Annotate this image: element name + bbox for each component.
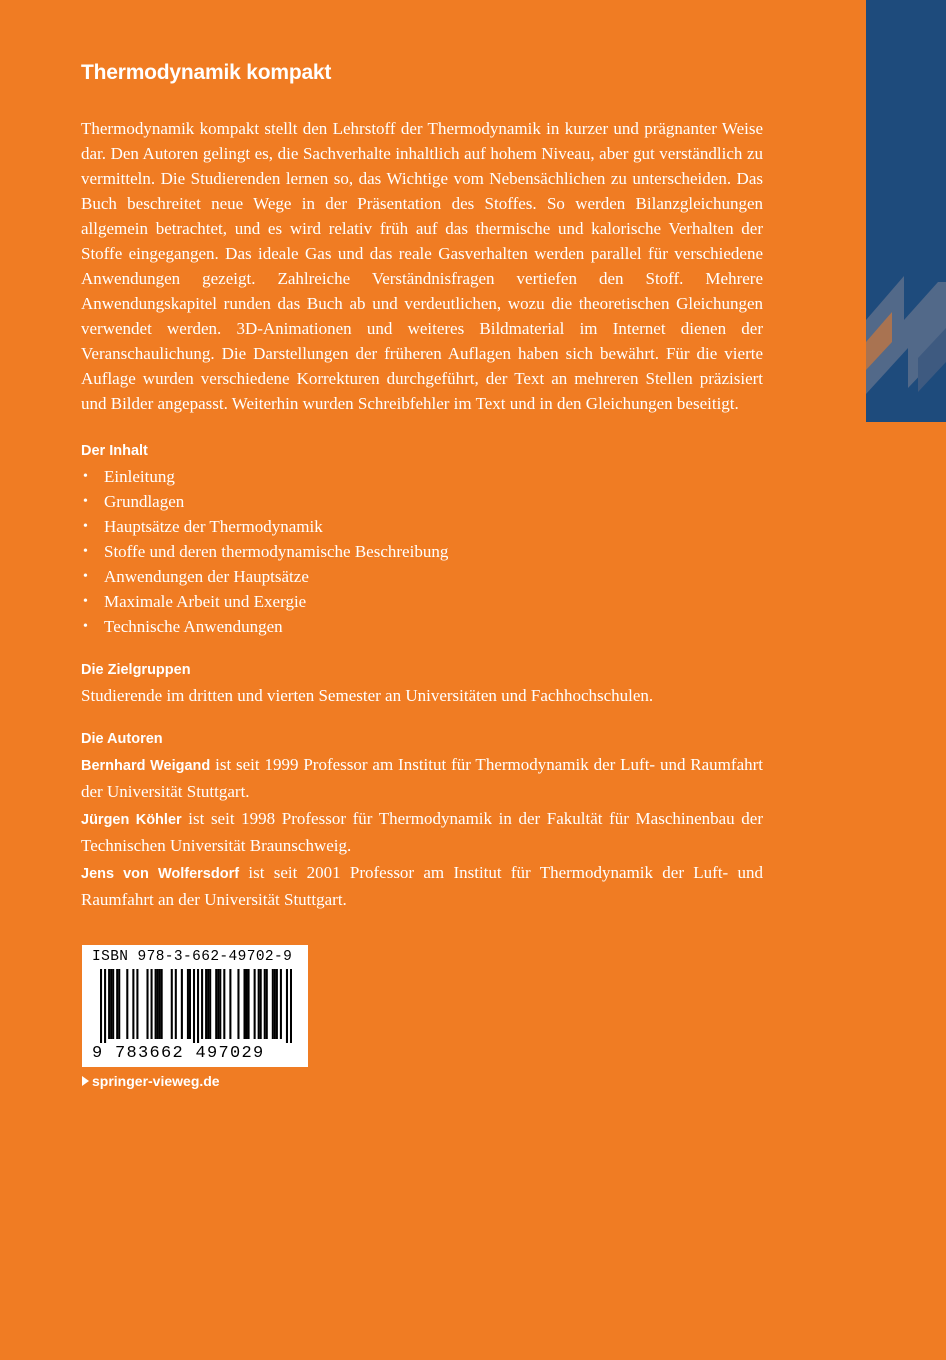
bullet-icon: • xyxy=(83,469,88,484)
barcode-bar xyxy=(286,969,288,1043)
barcode-bar xyxy=(175,969,177,1039)
barcode-bar xyxy=(116,969,118,1039)
author-bio: ist seit 2001 Professor am Institut für Thermodynamik der Luft- und Raumfahrt an der Universität Stuttgart. xyxy=(81,863,764,909)
barcode-bar xyxy=(151,969,153,1039)
barcode-bar xyxy=(264,969,266,1039)
contents-heading: Der Inhalt xyxy=(81,443,148,459)
author-bio: ist seit 1999 Professor am Institut für Thermodynamik der Luft- und Raumfahrt der Universität Stuttgart. xyxy=(81,755,763,801)
author-entry xyxy=(81,806,763,858)
authors-section xyxy=(81,728,763,912)
bullet-icon: • xyxy=(83,619,88,634)
list-item xyxy=(81,539,763,564)
bullet-icon: • xyxy=(83,519,88,534)
barcode-bar xyxy=(100,969,102,1043)
arrow-right-icon xyxy=(82,1076,89,1086)
author-name: Jens von Wolfersdorf xyxy=(81,866,240,882)
barcode-bar xyxy=(189,969,191,1039)
author-entry xyxy=(81,752,763,804)
publisher-url-text: springer-vieweg.de xyxy=(92,1073,220,1089)
list-item xyxy=(81,564,763,589)
contents-section xyxy=(81,440,763,639)
back-cover-content xyxy=(81,58,763,912)
barcode-bar xyxy=(159,969,161,1039)
barcode-bar xyxy=(187,969,189,1039)
book-description: Thermodynamik kompakt stellt den Lehrstoff der Thermodynamik in kurzer und prägnanter Weise dar. Den Autoren gelingt es, die Sachverhalte inhaltlich auf hohem Niveau, aber gut verständlich zu vermitteln. Die Studierenden lernen so, das Wichtige vom Nebensächlichen zu unterscheiden. Das Buch beschreitet neue Wege in der Präsentation des Stoffes. So werden Bilanzgleichungen allgemein betrachtet, und es wird relativ früh auf das thermische und kalorische Verhalten der Stoffe eingegangen. Das ideale Gas und das reale Gasverhalten werden parallel für verschiedene Anwendungen gezeigt. Zahlreiche Verständnisfragen vertiefen den Stoff. Mehrere Anwendungskapitel runden das Buch ab und verdeutlichen, wozu die theoretischen Gleichungen verwendet werden. 3D-Animationen und weiteres Bildmaterial im Internet dienen der Veranschaulichung. Die Darstellungen der früheren Auflagen haben sich bewährt. Für die vierte Auflage wurden verschiedene Korrekturen durchgeführt, der Text an mehreren Stellen präzisiert und Bilder angepasst. Weiterhin wurden Schreibfehler im Text und in den Gleichungen beseitigt. xyxy=(81,119,763,413)
audience-section xyxy=(81,659,763,708)
barcode-bar xyxy=(246,969,248,1039)
barcode-bar xyxy=(126,969,128,1039)
barcode-bar xyxy=(193,969,195,1043)
barcode-bar xyxy=(215,969,217,1039)
list-item xyxy=(81,489,763,514)
barcode-bar xyxy=(266,969,268,1039)
barcode-bar xyxy=(132,969,134,1039)
contents-item-label: Anwendungen der Hauptsätze xyxy=(104,567,309,586)
author-name: Bernhard Weigand xyxy=(81,758,211,774)
barcode-bar xyxy=(243,969,245,1039)
barcode-bar xyxy=(237,969,239,1039)
barcode-bar xyxy=(274,969,276,1039)
bullet-icon: • xyxy=(83,494,88,509)
barcode-bar xyxy=(254,969,256,1039)
barcode-bar xyxy=(146,969,148,1039)
authors-heading: Die Autoren xyxy=(81,731,163,747)
list-item xyxy=(81,589,763,614)
audience-heading: Die Zielgruppen xyxy=(81,662,191,678)
author-bio: ist seit 1998 Professor für Thermodynamik in der Fakultät für Maschinenbau der Technischen Universität Braunschweig. xyxy=(81,809,763,855)
barcode-bar xyxy=(248,969,250,1039)
contents-item-label: Technische Anwendungen xyxy=(104,617,283,636)
barcode-bar xyxy=(136,969,138,1039)
barcode-bar xyxy=(155,969,157,1039)
barcode-bar xyxy=(217,969,219,1039)
barcode-bar xyxy=(205,969,207,1039)
audience-text: Studierende im dritten und vierten Semester an Universitäten und Fachhochschulen. xyxy=(81,686,654,705)
bullet-icon: • xyxy=(83,594,88,609)
contents-list xyxy=(81,464,763,639)
publisher-logo-icon xyxy=(866,262,946,422)
barcode-bar xyxy=(209,969,211,1039)
contents-item-label: Hauptsätze der Thermodynamik xyxy=(104,517,323,536)
bullet-icon: • xyxy=(83,544,88,559)
barcode-bar xyxy=(207,969,209,1039)
isbn-label: ISBN 978-3-662-49702-9 xyxy=(92,949,293,965)
barcode-bar xyxy=(201,969,203,1039)
author-entry xyxy=(81,860,763,912)
contents-item-label: Stoffe und deren thermodynamische Beschreibung xyxy=(104,542,449,561)
barcode-bar xyxy=(108,969,110,1039)
barcode-bar xyxy=(272,969,274,1039)
list-item xyxy=(81,514,763,539)
contents-item-label: Einleitung xyxy=(104,467,175,486)
list-item xyxy=(81,464,763,489)
barcode-bar xyxy=(104,969,106,1043)
barcode-bars xyxy=(100,969,292,1043)
barcode-bar xyxy=(181,969,183,1039)
contents-item-label: Grundlagen xyxy=(104,492,185,511)
barcode-bar xyxy=(258,969,260,1039)
barcode-bar xyxy=(112,969,114,1039)
author-name: Jürgen Köhler xyxy=(81,812,182,828)
contents-item-label: Maximale Arbeit und Exergie xyxy=(104,592,307,611)
isbn-barcode xyxy=(82,945,308,1067)
bullet-icon: • xyxy=(83,569,88,584)
barcode-bar xyxy=(223,969,225,1039)
barcode-bar xyxy=(110,969,112,1039)
barcode-bar xyxy=(157,969,159,1039)
barcode-bar xyxy=(280,969,282,1039)
publisher-url[interactable] xyxy=(82,1073,220,1089)
barcode-bar xyxy=(171,969,173,1039)
barcode-bar xyxy=(118,969,120,1039)
barcode-bar xyxy=(161,969,163,1039)
barcode-bar xyxy=(276,969,278,1039)
barcode-digits: 9 783662 497029 xyxy=(92,1044,265,1063)
barcode-bar xyxy=(260,969,262,1039)
barcode-bar xyxy=(219,969,221,1039)
list-item xyxy=(81,614,763,639)
barcode-bar xyxy=(229,969,231,1039)
barcode-bar xyxy=(290,969,292,1043)
book-title: Thermodynamik kompakt xyxy=(81,61,332,84)
barcode-bar xyxy=(197,969,199,1043)
